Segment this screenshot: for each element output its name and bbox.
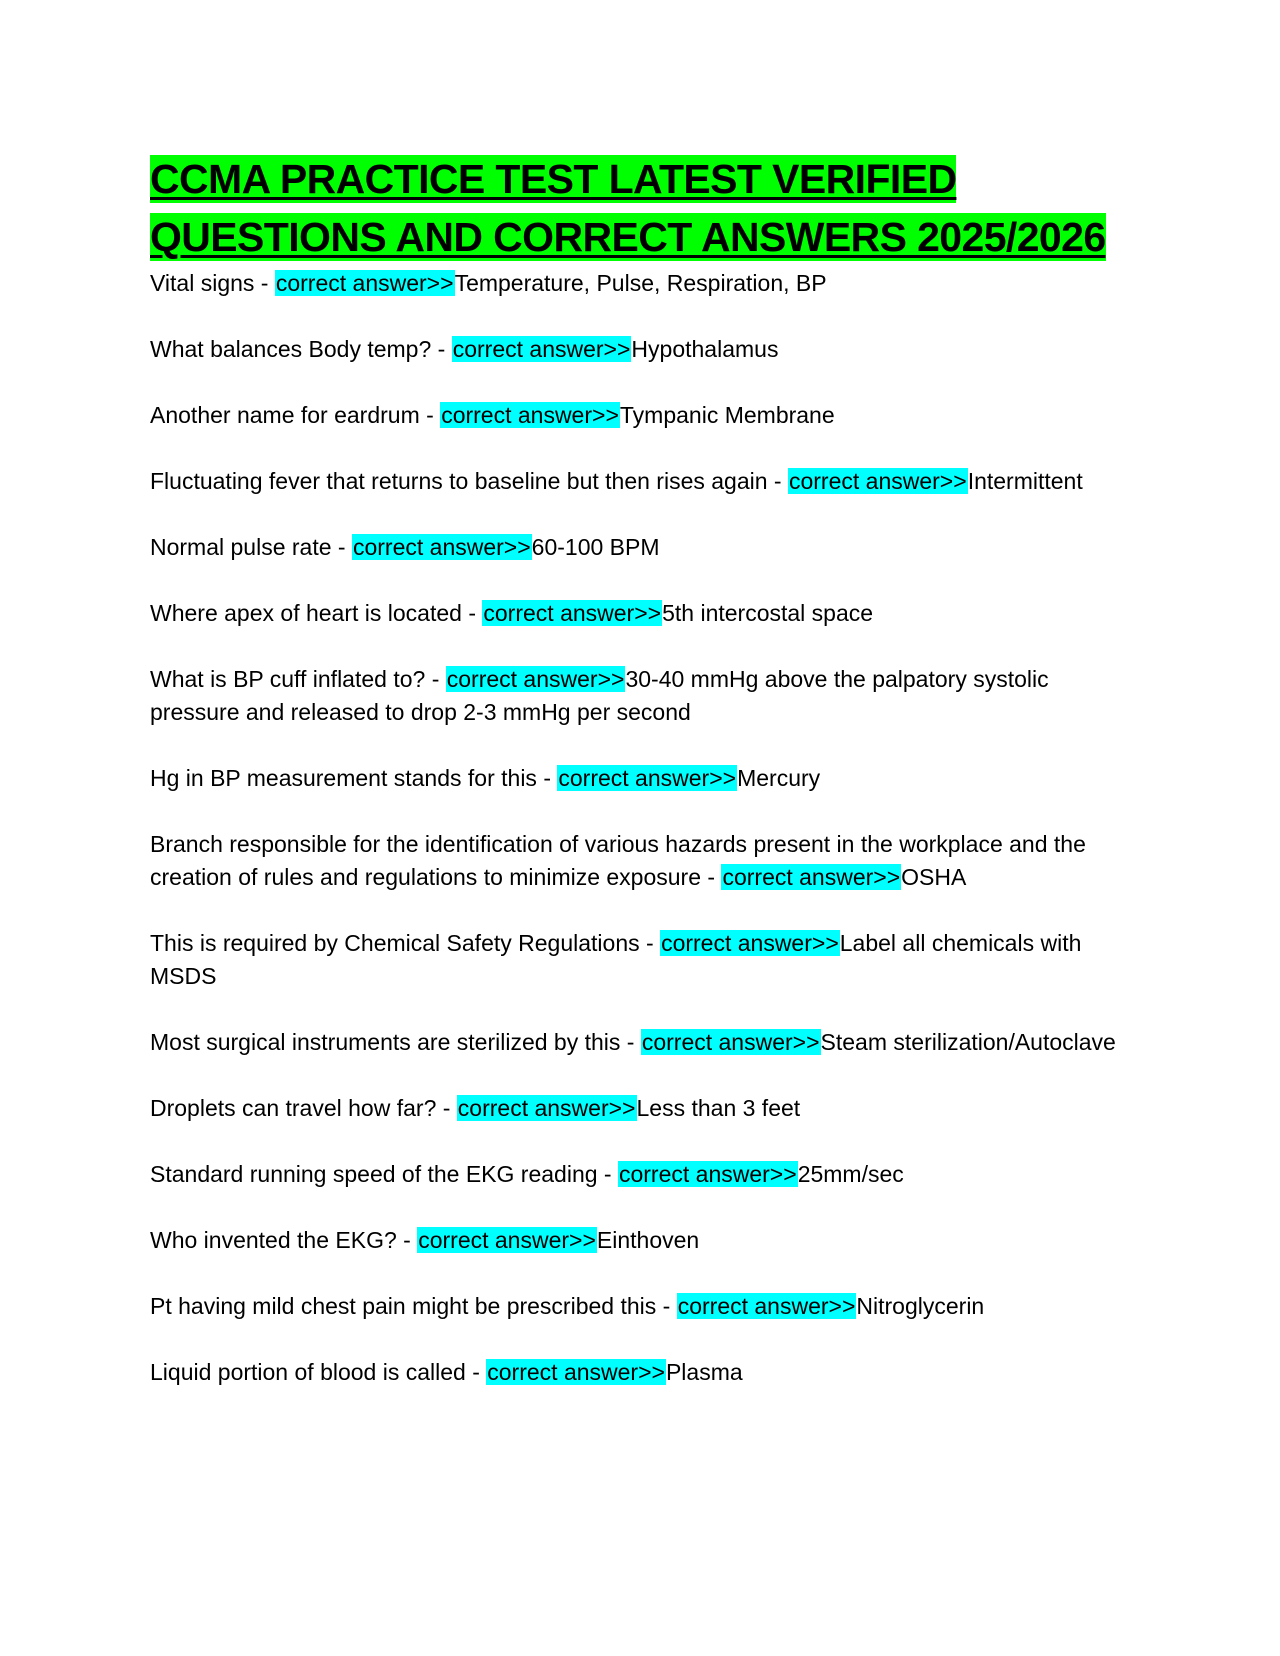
answer-text: 5th intercostal space (662, 600, 874, 626)
answer-text: 60-100 BPM (531, 534, 660, 560)
qa-item (150, 597, 1132, 630)
answer-marker-highlight: correct answer>> (618, 1161, 797, 1187)
answer-marker-highlight: correct answer>> (452, 336, 631, 362)
answer-marker-highlight: correct answer>> (558, 765, 737, 791)
answer-marker-highlight: correct answer>> (418, 1227, 596, 1253)
qa-item (150, 663, 1132, 729)
qa-item (150, 1158, 1132, 1191)
qa-item (150, 531, 1132, 564)
answer-text: OSHA (901, 864, 967, 890)
answer-text: Einthoven (596, 1227, 700, 1253)
answer-text: Nitroglycerin (856, 1293, 985, 1319)
answer-text: Plasma (665, 1359, 743, 1385)
question-text: Most surgical instruments are sterilized by this - (150, 1029, 641, 1055)
question-text: What is BP cuff inflated to? - (150, 666, 446, 692)
qa-item (150, 1026, 1132, 1059)
question-text: Branch responsible for the identification of various hazards present in the workplace and the creation of rules and regulations to minimize exposure - (150, 831, 1086, 890)
qa-item (150, 465, 1132, 498)
question-text: Liquid portion of blood is called - (150, 1359, 487, 1385)
answer-text: Tympanic Membrane (619, 402, 835, 428)
qa-item (150, 1092, 1132, 1125)
answer-marker-highlight: correct answer>> (483, 600, 662, 626)
answer-text: Mercury (737, 765, 821, 791)
answer-marker-highlight: correct answer>> (641, 1029, 820, 1055)
answer-marker-highlight: correct answer>> (722, 864, 901, 890)
answer-text: Intermittent (967, 468, 1083, 494)
answer-text: Less than 3 feet (636, 1095, 801, 1121)
question-text: Where apex of heart is located - (150, 600, 483, 626)
question-text: What balances Body temp? - (150, 336, 452, 362)
answer-text: Label all chemicals with MSDS (150, 930, 1082, 989)
answer-marker-highlight: correct answer>> (352, 534, 531, 560)
answer-text: 30-40 mmHg above the palpatory systolic pressure and released to drop 2-3 mmHg per second (150, 666, 1049, 725)
document-page (150, 150, 1132, 1422)
qa-item (150, 267, 1132, 300)
question-text: This is required by Chemical Safety Regulations - (150, 930, 661, 956)
title-line-2: QUESTIONS AND CORRECT ANSWERS 2025/2026 (150, 214, 1106, 260)
qa-item (150, 1290, 1132, 1323)
answer-text: 25mm/sec (797, 1161, 904, 1187)
qa-item (150, 1356, 1132, 1389)
answer-marker-highlight: correct answer>> (441, 402, 619, 428)
answer-text: Hypothalamus (631, 336, 779, 362)
answer-marker-highlight: correct answer>> (487, 1359, 665, 1385)
qa-item (150, 1224, 1132, 1257)
question-text: Standard running speed of the EKG reading - (150, 1161, 618, 1187)
question-text: Normal pulse rate - (150, 534, 352, 560)
title-line-1: CCMA PRACTICE TEST LATEST VERIFIED (150, 156, 957, 202)
answer-marker-highlight: correct answer>> (275, 270, 454, 296)
qa-item (150, 762, 1132, 795)
answer-marker-highlight: correct answer>> (661, 930, 839, 956)
answer-text: Temperature, Pulse, Respiration, BP (454, 270, 827, 296)
question-text: Pt having mild chest pain might be prescribed this - (150, 1293, 677, 1319)
answer-text: Steam sterilization/Autoclave (820, 1029, 1116, 1055)
answer-marker-highlight: correct answer>> (677, 1293, 856, 1319)
qa-item (150, 927, 1132, 993)
question-text: Hg in BP measurement stands for this - (150, 765, 558, 791)
question-text: Who invented the EKG? - (150, 1227, 418, 1253)
question-text: Vital signs - (150, 270, 275, 296)
answer-marker-highlight: correct answer>> (788, 468, 967, 494)
answer-marker-highlight: correct answer>> (457, 1095, 636, 1121)
qa-item (150, 828, 1132, 894)
question-text: Another name for eardrum - (150, 402, 441, 428)
document-title (150, 150, 1132, 266)
question-text: Droplets can travel how far? - (150, 1095, 457, 1121)
qa-list (150, 267, 1132, 1389)
answer-marker-highlight: correct answer>> (446, 666, 625, 692)
question-text: Fluctuating fever that returns to baseline but then rises again - (150, 468, 788, 494)
qa-item (150, 333, 1132, 366)
qa-item (150, 399, 1132, 432)
